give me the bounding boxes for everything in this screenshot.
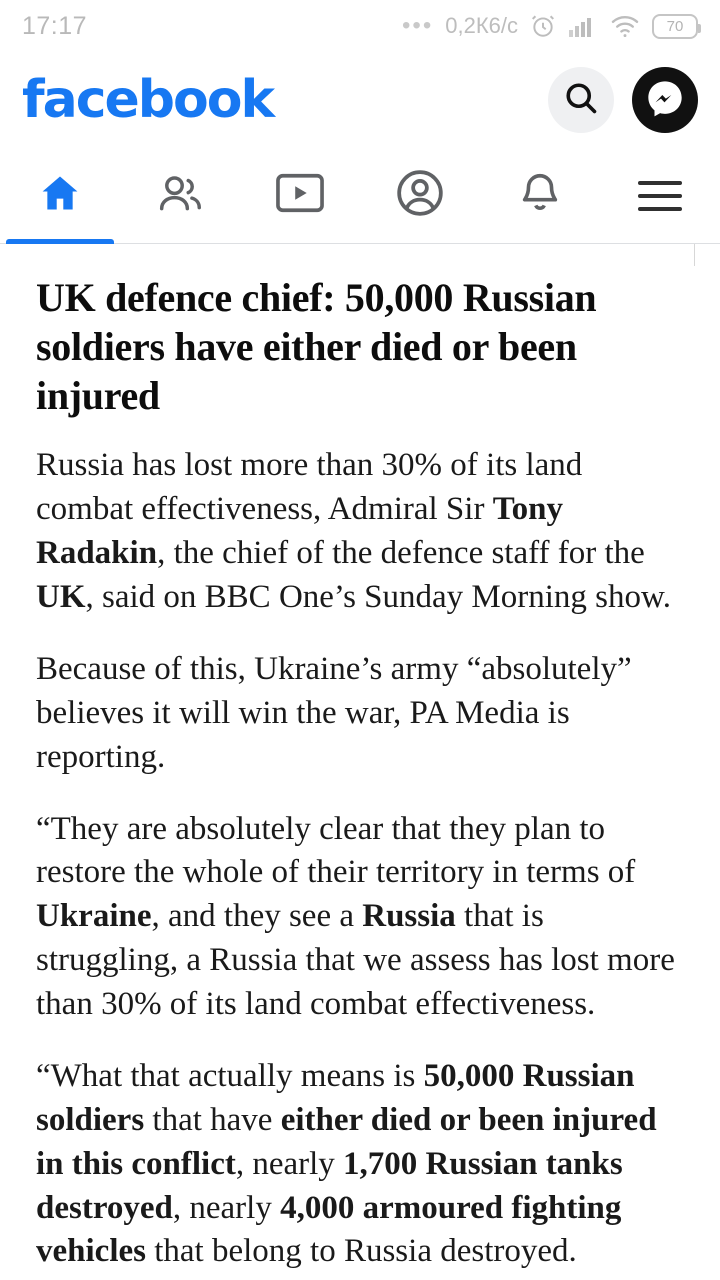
app-header bbox=[0, 52, 720, 148]
overflow-dots-icon: ••• bbox=[402, 12, 434, 39]
messenger-icon bbox=[645, 78, 685, 123]
battery-indicator bbox=[652, 14, 698, 39]
search-button[interactable] bbox=[548, 67, 614, 133]
tab-friends[interactable] bbox=[120, 148, 240, 243]
tab-watch[interactable] bbox=[240, 148, 360, 243]
article-body bbox=[36, 444, 684, 1274]
article-emphasis: 50,000 Russian soldiers bbox=[36, 1057, 635, 1138]
alarm-clock-icon bbox=[530, 13, 556, 39]
article-emphasis: Tony Radakin bbox=[36, 491, 564, 572]
header-actions bbox=[548, 67, 698, 133]
wifi-icon bbox=[610, 14, 640, 38]
friends-icon bbox=[154, 171, 206, 220]
article-text: that is struggling, a Russia that we assess has lost more than 30% of its land combat effectiveness. bbox=[36, 898, 675, 1023]
status-time: 17:17 bbox=[22, 11, 88, 40]
article-emphasis: 1,700 Russian tanks destroyed bbox=[36, 1145, 623, 1226]
article-text: , and they see a bbox=[151, 898, 363, 935]
tab-notifications[interactable] bbox=[480, 148, 600, 243]
article-text: that have bbox=[144, 1101, 281, 1138]
status-icons bbox=[402, 12, 698, 40]
article-headline: UK defence chief: 50,000 Russian soldiers have either died or been injured bbox=[36, 275, 597, 418]
network-speed-label: 0,2К6/c bbox=[445, 13, 518, 38]
article-text: , nearly bbox=[235, 1145, 344, 1182]
article-paragraph bbox=[36, 648, 684, 780]
signal-bars-icon bbox=[568, 14, 598, 38]
article-text: “They are absolutely clear that they plan to restore the whole of their territory in terms of bbox=[36, 810, 636, 891]
messenger-button[interactable] bbox=[632, 67, 698, 133]
webview-edge-rule bbox=[694, 244, 695, 266]
article-text: Because of this, Ukraine’s army “absolutely” believes it will win the war, PA Media is reporting. bbox=[36, 650, 632, 775]
article-text: Russia has lost more than 30% of its land combat effectiveness, Admiral Sir bbox=[36, 447, 583, 528]
facebook-logo[interactable]: facebook bbox=[22, 70, 274, 130]
article-text: that belong to Russia destroyed. bbox=[145, 1233, 577, 1270]
tab-menu[interactable] bbox=[600, 148, 720, 243]
battery-level-label: 70 bbox=[666, 17, 684, 35]
main-tab-bar bbox=[0, 148, 720, 244]
article-emphasis: UK bbox=[36, 579, 86, 616]
home-icon bbox=[36, 171, 84, 220]
article-paragraph bbox=[36, 444, 684, 620]
article-emphasis: either died or been injured in this conflict bbox=[36, 1101, 657, 1182]
video-play-icon bbox=[272, 170, 328, 221]
article-text: , the chief of the defence staff for the bbox=[157, 535, 645, 572]
article-paragraph bbox=[36, 808, 684, 1027]
article-text: “What that actually means is bbox=[36, 1057, 424, 1094]
article-text: , nearly bbox=[172, 1189, 281, 1226]
article-webview[interactable] bbox=[0, 244, 720, 1280]
search-icon bbox=[563, 80, 599, 121]
article-emphasis: Russia bbox=[362, 898, 456, 935]
tab-home[interactable] bbox=[0, 148, 120, 243]
article-paragraph bbox=[36, 1055, 684, 1274]
hamburger-menu-icon bbox=[638, 181, 682, 211]
status-bar bbox=[0, 0, 720, 52]
article-emphasis: Ukraine bbox=[36, 898, 152, 935]
article-text: , said on BBC One’s Sunday Morning show. bbox=[85, 579, 671, 616]
article-content bbox=[0, 244, 720, 1274]
bell-icon bbox=[517, 169, 563, 222]
tab-profile[interactable] bbox=[360, 148, 480, 243]
article-emphasis: 4,000 armoured fighting vehicles bbox=[36, 1189, 622, 1270]
profile-circle-icon bbox=[395, 168, 445, 223]
